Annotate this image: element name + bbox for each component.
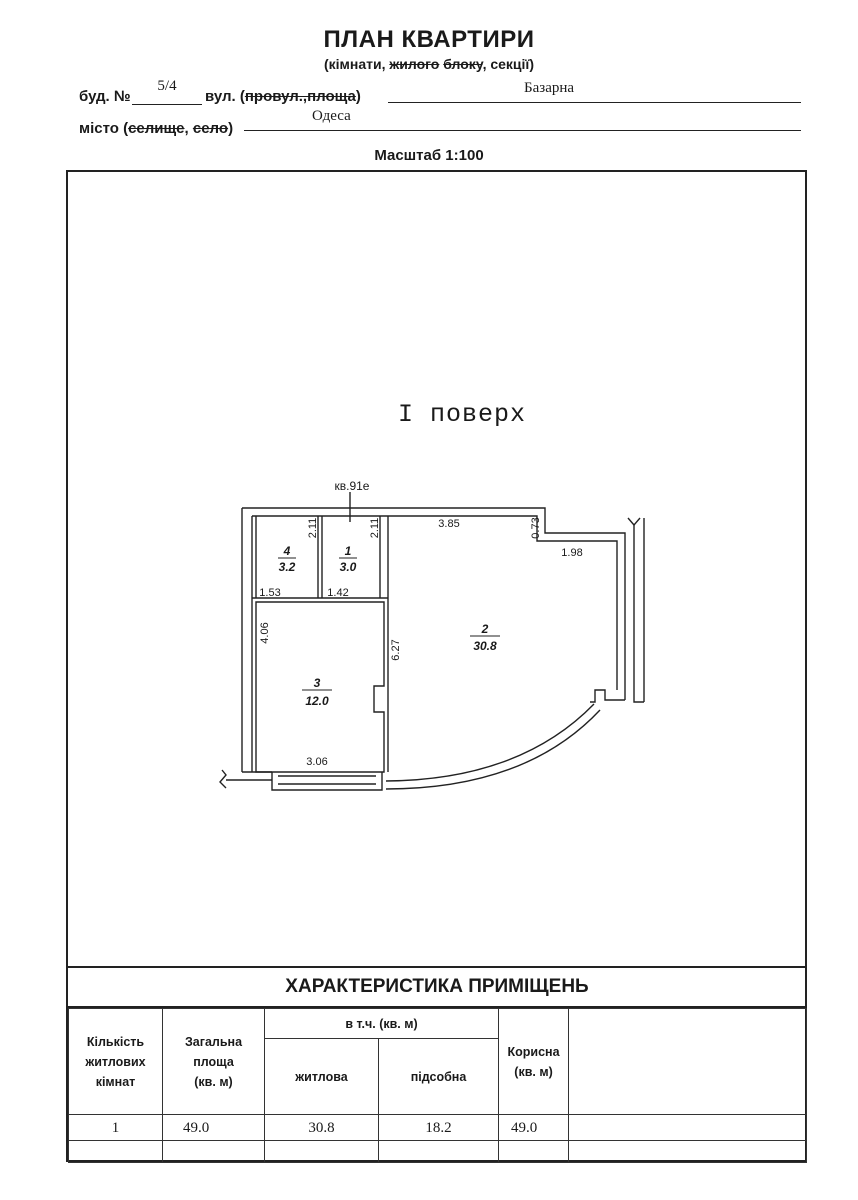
left-break (220, 770, 226, 788)
header-useful (499, 1009, 569, 1115)
window-lines (278, 776, 376, 784)
dim-3-85: 3.85 (438, 518, 460, 530)
dim-6-27: 6.27 (390, 639, 402, 661)
dim-2-11-left: 2.11 (307, 517, 319, 539)
floor-plan (200, 470, 670, 830)
city-value: Одеса (312, 108, 351, 124)
subtitle-strike-2: блоку (443, 56, 483, 72)
room-1-number: 1 (344, 544, 352, 558)
city-label (79, 120, 233, 137)
building-label: буд. № (79, 88, 131, 105)
empty-cell-5 (499, 1141, 569, 1163)
room-4-number: 4 (283, 544, 291, 558)
subtitle-text-pre: (кімнати, (323, 56, 390, 72)
building-number-value: 5/4 (157, 78, 177, 94)
city-label-mid: , (184, 120, 193, 137)
room-3-number: 3 (313, 676, 321, 690)
header-rooms-count-line-1: Кількість (86, 1034, 145, 1049)
header-blank (569, 1009, 807, 1115)
value-living: 30.8 (265, 1115, 379, 1141)
empty-cell-6 (569, 1141, 807, 1163)
dim-3-06: 3.06 (306, 756, 328, 768)
empty-cell-1 (69, 1141, 163, 1163)
subtitle-text-post: , секції) (482, 56, 535, 72)
page-subtitle (0, 56, 858, 72)
window-bottom (272, 772, 382, 790)
dim-1-53: 1.53 (259, 587, 281, 599)
city-label-strike-1: селище (128, 120, 185, 137)
empty-cell-3 (265, 1141, 379, 1163)
building-number-underline (132, 104, 202, 105)
street-label-strike: провул.,площа (244, 88, 356, 105)
floor-label: I поверх (398, 400, 527, 429)
stepped-corner (590, 690, 625, 702)
value-total-area: 49.0 (163, 1115, 265, 1141)
apartment-label: кв.91е (334, 479, 370, 493)
header-rooms-count-line-3: кімнат (95, 1074, 136, 1089)
header-total-area-line-3: (кв. м) (194, 1074, 233, 1089)
empty-cell-4 (379, 1141, 499, 1163)
room-2-number: 2 (481, 622, 489, 636)
street-value: Базарна (524, 80, 575, 96)
city-label-strike-2: село (192, 120, 229, 137)
value-blank (569, 1115, 807, 1141)
header-rooms-count-line-2: житлових (85, 1054, 146, 1069)
header-auxiliary: підсобна (379, 1039, 499, 1115)
header-useful-line-1: Корисна (507, 1044, 560, 1059)
header-total-area-line-1: Загальна (184, 1034, 243, 1049)
characteristics-table (68, 1008, 807, 1163)
outer-wall-top (242, 508, 625, 700)
dim-1-98: 1.98 (561, 547, 583, 559)
street-label-post: ) (355, 88, 361, 105)
right-break (628, 518, 644, 702)
header-rooms-count (69, 1009, 163, 1115)
header-living: житлова (265, 1039, 379, 1115)
dim-1-42: 1.42 (327, 587, 349, 599)
room-1-area: 3.0 (339, 560, 357, 574)
room-3-area: 12.0 (305, 694, 329, 708)
page-title: ПЛАН КВАРТИРИ (323, 26, 535, 53)
empty-cell-2 (163, 1141, 265, 1163)
right-column (634, 525, 644, 702)
header-total-area-line-2: площа (193, 1054, 234, 1069)
city-label-pre: місто ( (79, 120, 129, 137)
header-useful-line-2: (кв. м) (514, 1064, 553, 1079)
street-label-pre: вул. ( (205, 88, 245, 105)
subtitle-strike-1: жилого (389, 56, 440, 72)
value-useful: 49.0 (499, 1115, 569, 1141)
inner-wall-top (252, 516, 617, 690)
dim-2-11-right: 2.11 (369, 517, 381, 539)
dim-4-06: 4.06 (259, 622, 271, 644)
street-label (205, 88, 361, 105)
characteristics-title: ХАРАКТЕРИСТИКА ПРИМІЩЕНЬ (68, 966, 806, 1008)
city-label-post: ) (228, 120, 234, 137)
dim-0-73: 0.73 (530, 517, 542, 539)
street-underline (388, 102, 801, 103)
city-underline (244, 130, 801, 131)
header-total-area (163, 1009, 265, 1115)
room-2-area: 30.8 (473, 639, 497, 653)
scale-label: Масштаб 1:100 (374, 147, 484, 164)
curved-wall-outer (386, 710, 600, 789)
header-including: в т.ч. (кв. м) (265, 1009, 499, 1039)
value-auxiliary: 18.2 (379, 1115, 499, 1141)
room-4-area: 3.2 (278, 560, 296, 574)
value-rooms-count: 1 (69, 1115, 163, 1141)
